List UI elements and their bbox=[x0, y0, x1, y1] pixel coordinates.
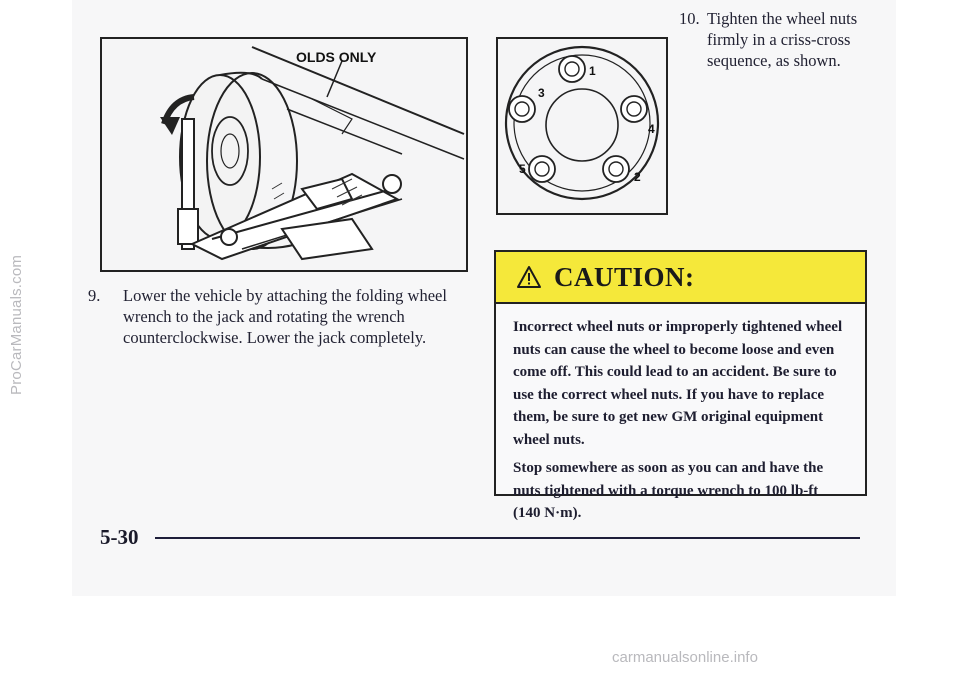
warning-triangle-icon bbox=[516, 265, 542, 289]
wheel-nut-2 bbox=[603, 156, 629, 182]
nut-label-2: 2 bbox=[634, 170, 641, 184]
jack-illustration bbox=[100, 37, 468, 272]
wheel-nut-1 bbox=[559, 56, 585, 82]
caution-title: CAUTION: bbox=[554, 261, 695, 292]
jack-lowering-drawing bbox=[102, 39, 466, 270]
nut-label-3: 3 bbox=[538, 86, 545, 100]
footer-rule bbox=[155, 537, 860, 539]
caution-paragraph: Incorrect wheel nuts or improperly tightened wheel nuts can cause the wheel to become loose and even come off. This could lead to an accident. Be sure to use the correct wheel nuts. If you have to replace them, be sure to get new GM original equipment wheel nuts. bbox=[513, 319, 843, 448]
wheel-nut-4 bbox=[621, 96, 647, 122]
page-number: 5-30 bbox=[100, 525, 139, 549]
side-watermark bbox=[0, 0, 40, 676]
step-9-text: Lower the vehicle by attaching the folding wheel wrench to the jack and rotating the wrench counterclockwise. Lower the jack completely. bbox=[123, 286, 447, 347]
wheel-nut-5 bbox=[529, 156, 555, 182]
step-9-number: 9. bbox=[88, 286, 101, 305]
wheel-nut-3 bbox=[509, 96, 535, 122]
nut-label-1: 1 bbox=[589, 64, 596, 78]
nut-label-4: 4 bbox=[648, 122, 655, 136]
step-10 bbox=[679, 8, 894, 71]
caution-box bbox=[494, 250, 867, 521]
step-10-text: Tighten the wheel nuts firmly in a criss-cross sequence, as shown. bbox=[707, 9, 858, 70]
step-10-number: 10. bbox=[679, 9, 700, 28]
bottom-watermark: carmanualsonline.info bbox=[612, 649, 758, 666]
olds-only-label: OLDS ONLY bbox=[296, 49, 377, 65]
step-9 bbox=[88, 285, 470, 348]
side-watermark-text: ProCarManuals.com bbox=[8, 254, 25, 395]
caution-paragraph: Stop somewhere as soon as you can and have the nuts tightened with a torque wrench to 100 lb-ft (140 N·m). bbox=[513, 460, 824, 521]
nut-label-5: 5 bbox=[519, 162, 526, 176]
nut-pattern-drawing bbox=[498, 39, 666, 213]
caution-header bbox=[496, 252, 865, 304]
wheel-nut-sequence-illustration bbox=[496, 37, 668, 215]
caution-body bbox=[496, 304, 865, 525]
